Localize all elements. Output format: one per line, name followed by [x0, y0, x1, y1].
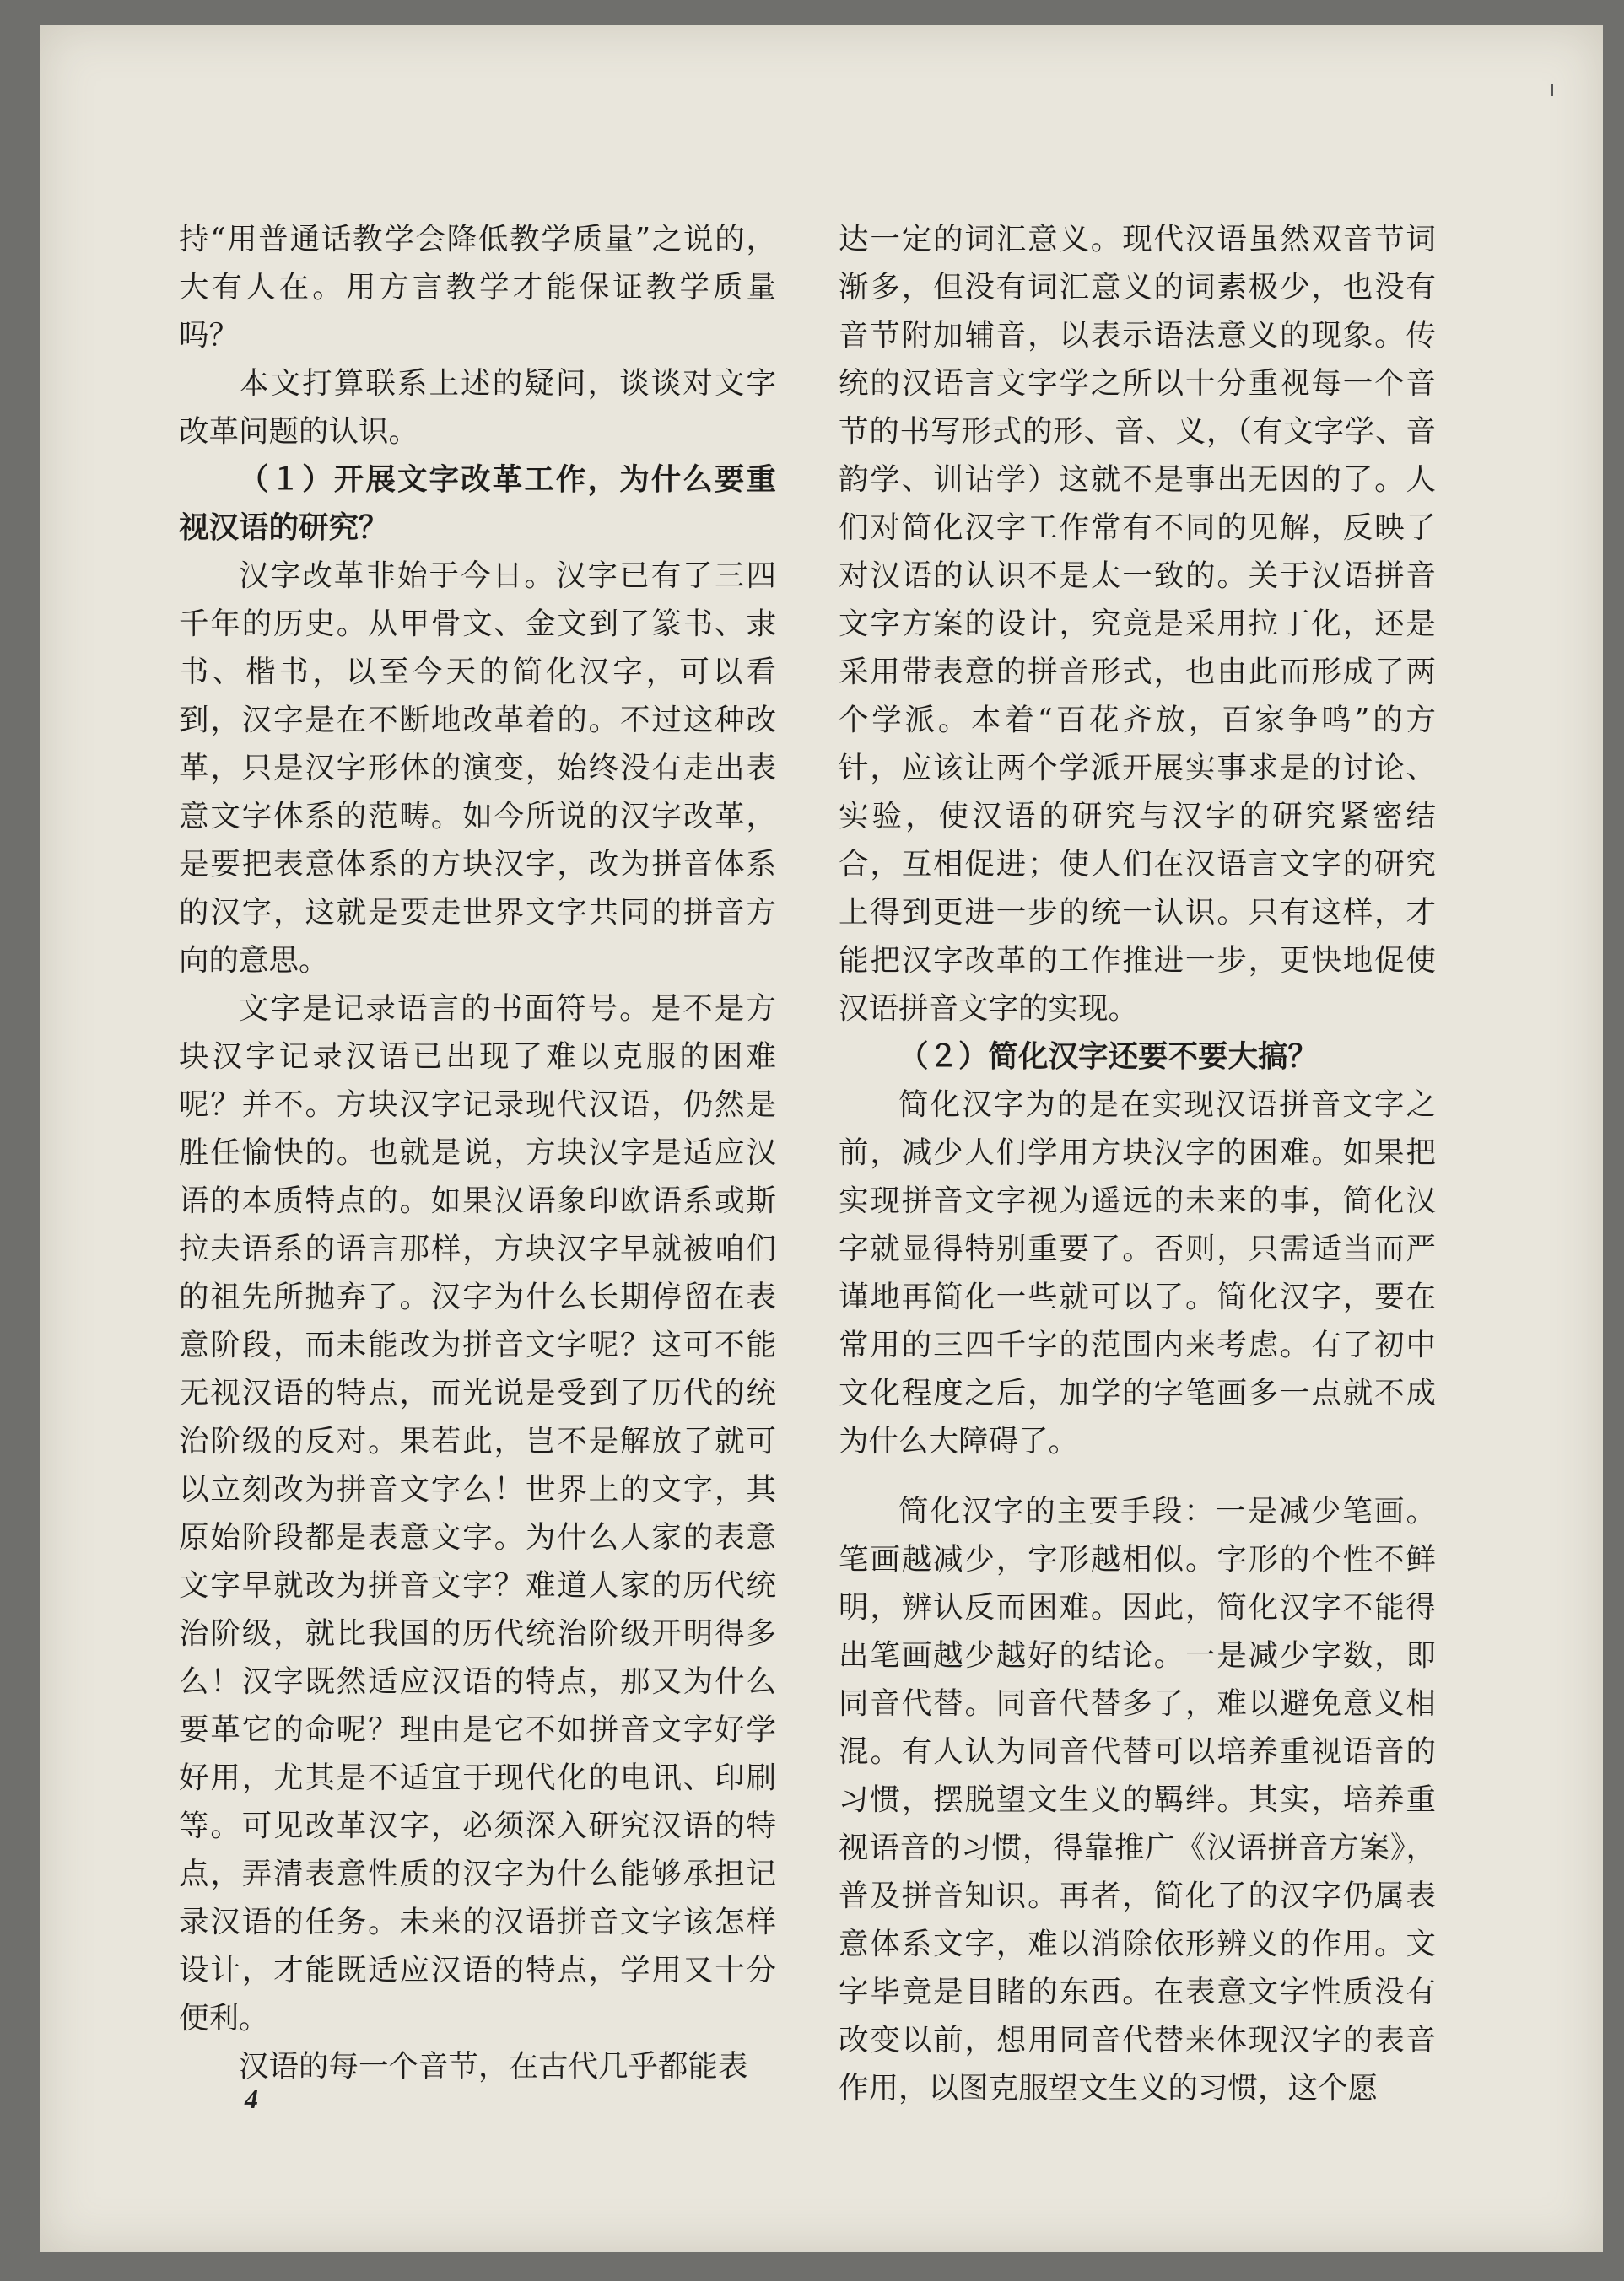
paragraph: 达一定的词汇意义。现代汉语虽然双音节词渐多，但没有词汇意义的词素极少，也没有音节附加辅音，以表示语法意义的现象。传统的汉语言文字学之所以十分重视每一个音节的书写形式的形、音、义，（有文字学、音韵学、训诂学）这就不是事出无因的了。人们对简化汉字工作常有不同的见解，反映了对汉语的认识不是太一致的。关于汉语拼音文字方案的设计，究竟是采用拉丁化，还是采用带表意的拼音形式，也由此而形成了两个学派。本着“百花齐放，百家争鸣”的方针，应该让两个学派开展实事求是的讨论、实验，使汉语的研究与汉字的研究紧密结合，互相促进；使人们在汉语言文字的研究上得到更进一步的统一认识。只有这样，才能把汉字改革的工作推进一步，更快地促使汉语拼音文字的实现。 [839, 222, 1436, 1026]
left-column [179, 215, 776, 2090]
paragraph: 汉语的每一个音节，在古代几乎都能表 [239, 2049, 748, 2084]
margin-mark [1551, 84, 1553, 96]
paragraph: 持“用普通话教学会降低教学质量”之说的，大有人在。用方言教学才能保证教学质量吗？ [179, 222, 776, 353]
right-column [839, 215, 1436, 2112]
page-number: 4 [245, 2084, 258, 2114]
paragraph: 简化汉字为的是在实现汉语拼音文字之前，减少人们学用方块汉字的困难。如果把实现拼音文字视为遥远的未来的事，简化汉字就显得特别重要了。否则，只需适当而严谨地再简化一些就可以了。简化汉字，要在常用的三四千字的范围内来考虑。有了初中文化程度之后，加学的字笔画多一点就不成为什么大障碍了。 [839, 1087, 1436, 1459]
section-heading: （１）开展文字改革工作，为什么要重视汉语的研究？ [179, 462, 776, 545]
section-heading: （２）简化汉字还要不要大搞？ [898, 1039, 1319, 1074]
paragraph: 文字是记录语言的书面符号。是不是方块汉字记录汉语已出现了难以克服的困难呢？并不。方块汉字记录现代汉语，仍然是胜任愉快的。也就是说，方块汉字是适应汉语的本质特点的。如果汉语象印欧语系或斯拉夫语系的语言那样，方块汉字早就被咱们的祖先所抛弃了。汉字为什么长期停留在表意阶段，而未能改为拼音文字呢？这可不能无视汉语的特点，而光说是受到了历代的统治阶级的反对。果若此，岂不是解放了就可以立刻改为拼音文字么！世界上的文字，其原始阶段都是表意文字。为什么人家的表意文字早就改为拼音文字？难道人家的历代统治阶级，就比我国的历代统治阶级开明得多么！汉字既然适应汉语的特点，那又为什么要革它的命呢？理由是它不如拼音文字好学好用，尤其是不适宜于现代化的电讯、印刷等。可见改革汉字，必须深入研究汉语的特点，弄清表意性质的汉字为什么能够承担记录汉语的任务。未来的汉语拼音文字该怎样设计，才能既适应汉语的特点，学用又十分便利。 [179, 991, 776, 2036]
paragraph: 简化汉字的主要手段：一是减少笔画。笔画越减少，字形越相似。字形的个性不鲜明，辨认反而困难。因此，简化汉字不能得出笔画越少越好的结论。一是减少字数，即同音代替。同音代替多了，难以避免意义相混。有人认为同音代替可以培养重视语音的习惯，摆脱望文生义的羁绊。其实，培养重视语音的习惯，得靠推广《汉语拼音方案》，普及拼音知识。再者，简化了的汉字仍属表意体系文字，难以消除依形辨义的作用。文字毕竟是目睹的东西。在表意文字性质没有改变以前，想用同音代替来体现汉字的表音作用，以图克服望文生义的习惯，这个愿 [839, 1494, 1436, 2106]
paragraph: 本文打算联系上述的疑问，谈谈对文字改革问题的认识。 [179, 366, 776, 449]
paragraph: 汉字改革非始于今日。汉字已有了三四千年的历史。从甲骨文、金文到了篆书、隶书、楷书，以至今天的简化汉字，可以看到，汉字是在不断地改革着的。不过这种改革，只是汉字形体的演变，始终没有走出表意文字体系的范畴。如今所说的汉字改革，是要把表意体系的方块汉字，改为拼音体系的汉字，这就是要走世界文字共同的拼音方向的意思。 [179, 558, 776, 978]
